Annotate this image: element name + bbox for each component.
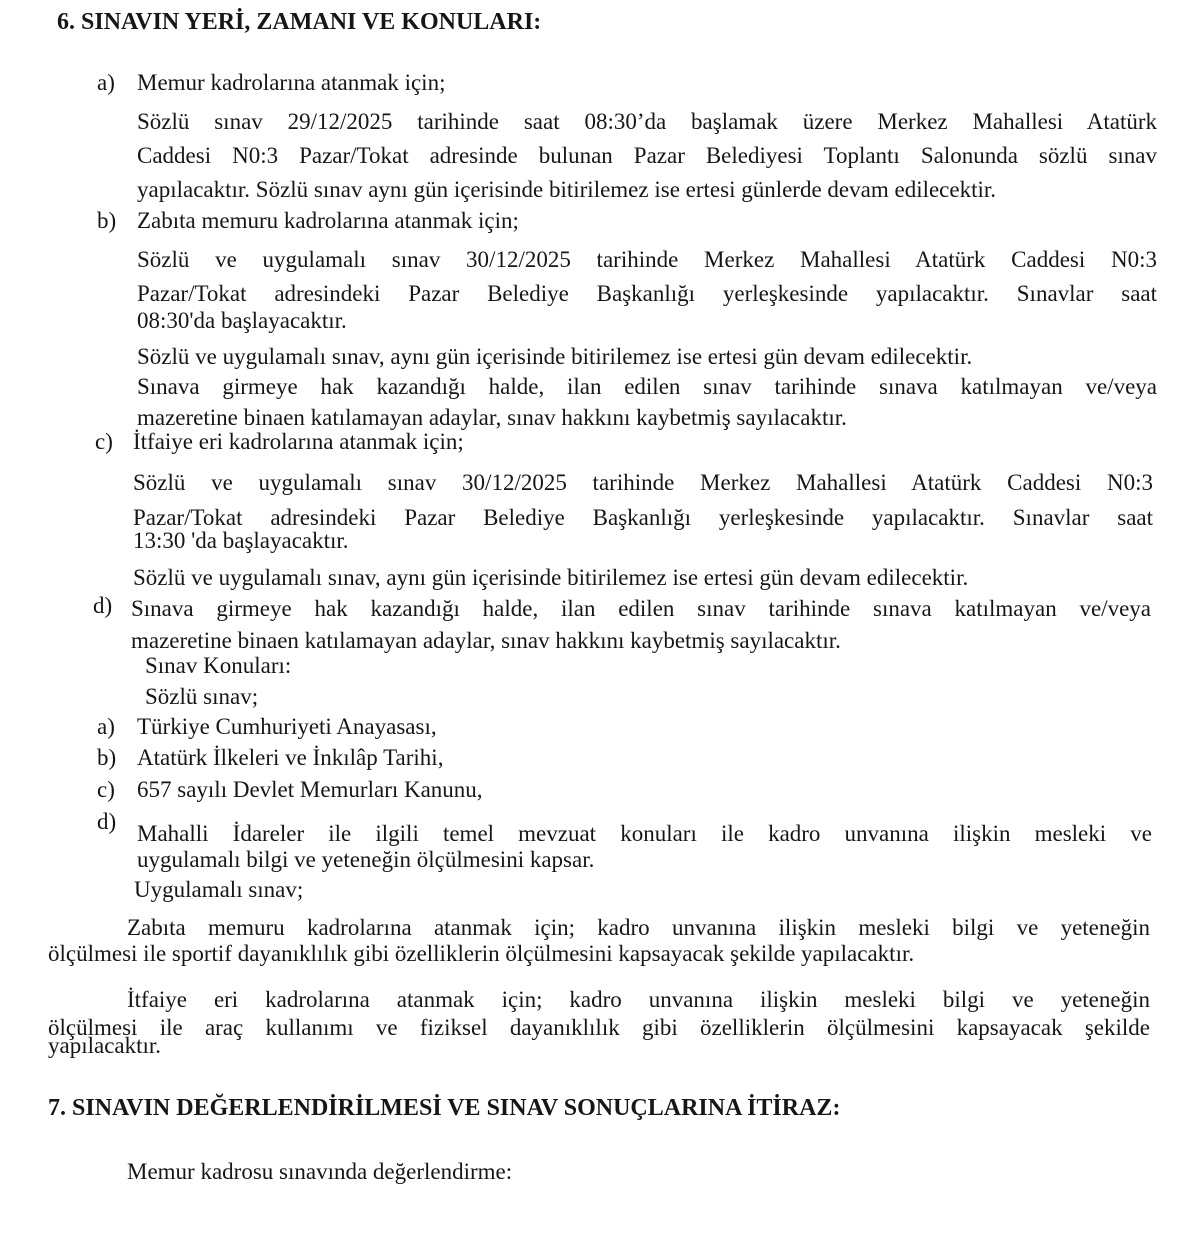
- item-b-title: Zabıta memuru kadrolarına atanmak için;: [137, 208, 519, 233]
- item-b-line-4: Sözlü ve uygulamalı sınav, aynı gün içerisinde bitirilemez ise ertesi gün devam edilecektir.: [137, 344, 973, 369]
- item-b-line-1: Sözlü ve uygulamalı sınav 30/12/2025 tarihinde Merkez Mahallesi Atatürk Caddesi N0:3: [137, 247, 1157, 272]
- zabita-paragraph-line-1: Zabıta memuru kadrolarına atanmak için; kadro unvanına ilişkin mesleki bilgi ve yeteneğin: [127, 915, 1150, 940]
- item-c-line-2: Pazar/Tokat adresindeki Pazar Belediye Başkanlığı yerleşkesinde yapılacaktır. Sınavlar saat: [133, 505, 1153, 530]
- topic-c-label: c): [97, 777, 115, 802]
- item-a-label: a): [97, 70, 115, 95]
- item-c-line-4: Sözlü ve uygulamalı sınav, aynı gün içerisinde bitirilemez ise ertesi gün devam edilecektir.: [133, 565, 969, 590]
- item-b-line-3: 08:30'da başlayacaktır.: [137, 308, 347, 333]
- itfaiye-paragraph-line-2: ölçülmesi ile araç kullanımı ve fiziksel dayanıklılık gibi özelliklerin ölçülmesini kapsayacak şekilde: [48, 1015, 1150, 1040]
- topics-heading: Sınav Konuları:: [145, 653, 292, 678]
- section-7-intro: Memur kadrosu sınavında değerlendirme:: [127, 1159, 513, 1184]
- item-a-line-2: Caddesi N0:3 Pazar/Tokat adresinde bulunan Pazar Belediyesi Toplantı Salonunda sözlü sınav: [137, 143, 1157, 168]
- item-b-label: b): [97, 208, 117, 233]
- item-b-line-2: Pazar/Tokat adresindeki Pazar Belediye Başkanlığı yerleşkesinde yapılacaktır. Sınavlar saat: [137, 281, 1157, 306]
- topic-a-text: Türkiye Cumhuriyeti Anayasası,: [137, 714, 437, 739]
- item-a-title: Memur kadrolarına atanmak için;: [137, 70, 446, 95]
- topic-b-text: Atatürk İlkeleri ve İnkılâp Tarihi,: [137, 745, 444, 770]
- topic-d-text: Mahalli İdareler ile ilgili temel mevzuat konuları ile kadro unvanına ilişkin mesleki ve: [137, 821, 1152, 846]
- item-c-line-1: Sözlü ve uygulamalı sınav 30/12/2025 tarihinde Merkez Mahallesi Atatürk Caddesi N0:3: [133, 470, 1153, 495]
- itfaiye-paragraph-line-3: yapılacaktır.: [48, 1033, 162, 1058]
- topic-d-text-2: uygulamalı bilgi ve yeteneğin ölçülmesini kapsar.: [137, 847, 595, 872]
- item-a-line-1: Sözlü sınav 29/12/2025 tarihinde saat 08:30’da başlamak üzere Merkez Mahallesi Atatürk: [137, 109, 1157, 134]
- topic-b-label: b): [97, 745, 117, 770]
- item-d-label: d): [93, 593, 113, 618]
- item-d-line-1: Sınava girmeye hak kazandığı halde, ilan edilen sınav tarihinde sınava katılmayan ve/veya: [131, 596, 1151, 621]
- item-b-line-5: Sınava girmeye hak kazandığı halde, ilan edilen sınav tarihinde sınava katılmayan ve/veya: [137, 374, 1157, 399]
- topic-a-label: a): [97, 714, 115, 739]
- item-c-line-3: 13:30 'da başlayacaktır.: [133, 528, 349, 553]
- itfaiye-paragraph-line-1: İtfaiye eri kadrolarına atanmak için; kadro unvanına ilişkin mesleki bilgi ve yeteneğin: [127, 987, 1150, 1012]
- item-c-title: İtfaiye eri kadrolarına atanmak için;: [133, 429, 464, 454]
- practical-exam-heading: Uygulamalı sınav;: [134, 877, 304, 902]
- section-6-heading: 6. SINAVIN YERİ, ZAMANI VE KONULARI:: [57, 9, 542, 35]
- item-a-line-3: yapılacaktır. Sözlü sınav aynı gün içerisinde bitirilemez ise ertesi günlerde devam edilecektir.: [137, 177, 997, 202]
- section-7-heading: 7. SINAVIN DEĞERLENDİRİLMESİ VE SINAV SONUÇLARINA İTİRAZ:: [48, 1095, 841, 1121]
- oral-exam-heading: Sözlü sınav;: [145, 684, 259, 709]
- topic-d-label: d): [97, 809, 117, 834]
- item-b-line-6: mazeretine binaen katılamayan adaylar, sınav hakkını kaybetmiş sayılacaktır.: [137, 405, 847, 430]
- item-d-line-2: mazeretine binaen katılamayan adaylar, sınav hakkını kaybetmiş sayılacaktır.: [131, 628, 841, 653]
- topic-c-text: 657 sayılı Devlet Memurları Kanunu,: [137, 777, 483, 802]
- zabita-paragraph-line-2: ölçülmesi ile sportif dayanıklılık gibi özelliklerin ölçülmesini kapsayacak şekilde yapılacaktır.: [48, 941, 915, 966]
- item-c-label: c): [95, 429, 113, 454]
